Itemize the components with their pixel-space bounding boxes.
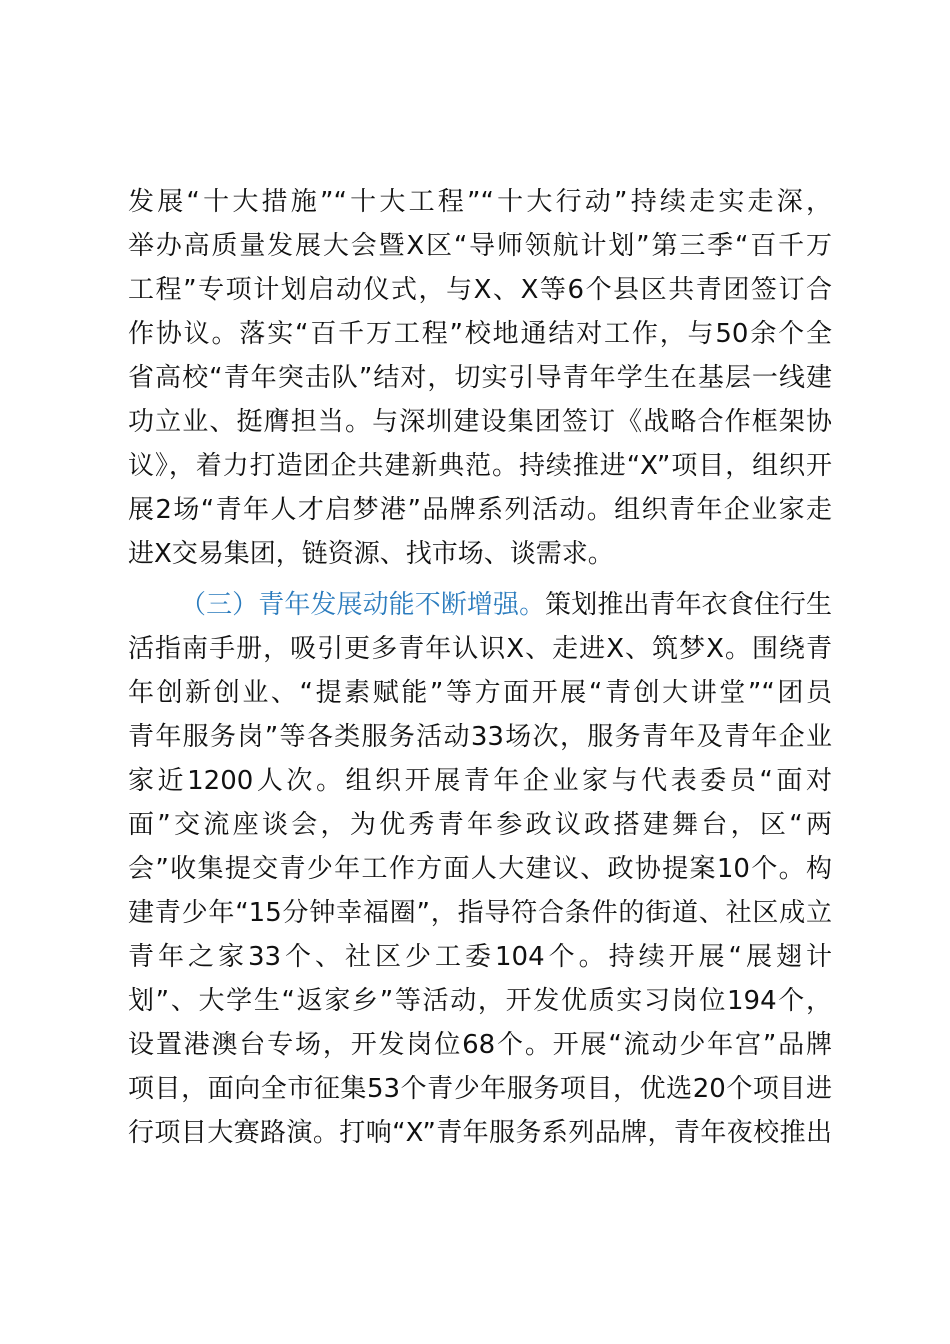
paragraph-line: 功立业、挺膺担当。与深圳建设集团签订《战略合作框架协	[128, 407, 832, 437]
section-first-line	[180, 583, 832, 627]
paragraph-line: 省高校“青年突击队”结对，切实引导青年学生在基层一线建	[128, 363, 832, 393]
paragraph-line: 年创新创业、“提素赋能”等方面开展“青创大讲堂”“团员	[128, 678, 832, 708]
paragraph-line: 设置港澳台专场，开发岗位68个。开展“流动少年宫”品牌	[128, 1030, 832, 1060]
paragraph-line: 发展“十大措施”“十大工程”“十大行动”持续走实走深，	[128, 187, 832, 217]
paragraph-line: 项目，面向全市征集53个青少年服务项目，优选20个项目进	[128, 1074, 832, 1104]
paragraph-line: 作协议。落实“百千万工程”校地通结对工作，与50余个全	[128, 319, 832, 349]
section-first-line-text: 策划推出青年衣食住行生	[545, 590, 832, 620]
paragraph-line: 行项目大赛路演。打响“X”青年服务系列品牌，青年夜校推出	[128, 1118, 832, 1148]
paragraph-line: 青年之家33个、社区少工委104个。持续开展“展翅计	[128, 942, 832, 972]
paragraph-line: 活指南手册，吸引更多青年认识X、走进X、筑梦X。围绕青	[128, 634, 832, 664]
paragraph-line: 展2场“青年人才启梦港”品牌系列活动。组织青年企业家走	[128, 495, 832, 525]
section-heading: （三）青年发展动能不断增强。	[180, 590, 546, 620]
paragraph-line: 工程”专项计划启动仪式，与X、X等6个县区共青团签订合	[128, 275, 832, 305]
paragraph-line: 家近1200人次。组织开展青年企业家与代表委员“面对	[128, 766, 832, 796]
paragraph-line: 青年服务岗”等各类服务活动33场次，服务青年及青年企业	[128, 722, 832, 752]
paragraph-line: 划”、大学生“返家乡”等活动，开发优质实习岗位194个，	[128, 986, 832, 1016]
paragraph-line: 面”交流座谈会，为优秀青年参政议政搭建舞台，区“两	[128, 810, 832, 840]
paragraph-line: 进X交易集团，链资源、找市场、谈需求。	[128, 539, 614, 569]
paragraph-line: 建青少年“15分钟幸福圈”，指导符合条件的街道、社区成立	[128, 898, 832, 928]
paragraph-line: 会”收集提交青少年工作方面人大建议、政协提案10个。构	[128, 854, 832, 884]
paragraph-line: 议》，着力打造团企共建新典范。持续推进“X”项目，组织开	[128, 451, 832, 481]
paragraph-line: 举办高质量发展大会暨X区“导师领航计划”第三季“百千万	[128, 231, 832, 261]
